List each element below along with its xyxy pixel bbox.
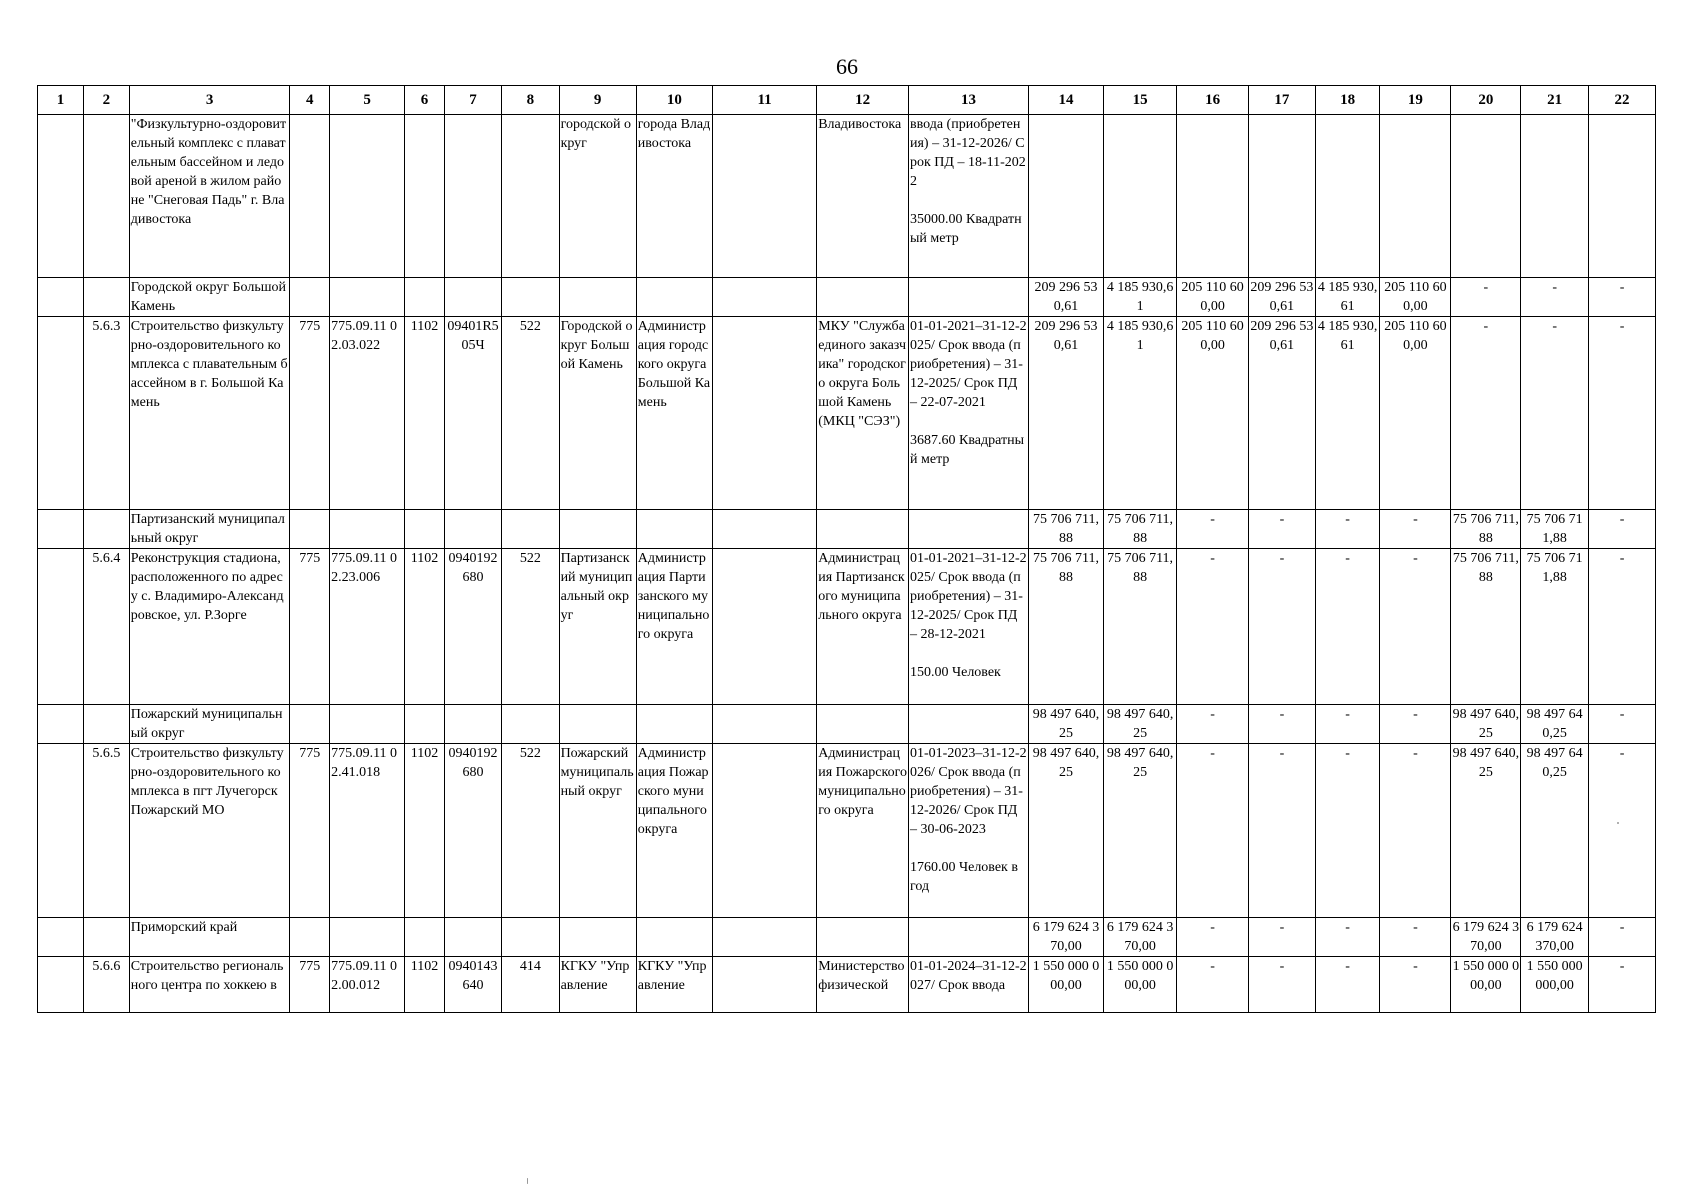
table-cell-col-6: 1102 [405, 957, 445, 1013]
table-cell-col-13: 01-01-2021–31-12-2025/ Срок ввода (приобретения) – 31-12-2025/ Срок ПД – 22-07-2021 3687.60 Квадратный метр [909, 317, 1029, 510]
page-number: 66 [836, 54, 858, 79]
table-cell-col-11 [712, 317, 816, 510]
table-cell-col-17: - [1249, 510, 1316, 549]
table-cell-col-8 [502, 115, 559, 278]
table-cell-col-10 [636, 510, 712, 549]
table-cell-col-19: - [1380, 510, 1451, 549]
table-cell-col-22: - [1589, 744, 1656, 918]
table-cell-col-13: 01-01-2023–31-12-2026/ Срок ввода (приобретения) – 31-12-2026/ Срок ПД – 30-06-2023 1760.00 Человек в год [909, 744, 1029, 918]
table-cell-col-8: 522 [502, 549, 559, 705]
table-row [38, 278, 1656, 317]
budget-table [37, 85, 1656, 1013]
table-cell-col-4: 775 [290, 317, 330, 510]
table-cell-col-3: Реконструкция стадиона, расположенного по адресу с. Владимиро-Александровское, ул. Р.Зорге [129, 549, 290, 705]
table-cell-col-10: Администрация Партизанского муниципального округа [636, 549, 712, 705]
column-header-17: 17 [1249, 86, 1316, 115]
table-cell-col-5: 775.09.11 02.00.012 [330, 957, 405, 1013]
table-cell-col-17 [1249, 115, 1316, 278]
table-cell-col-14: 98 497 640,25 [1028, 744, 1103, 918]
table-cell-col-13 [909, 510, 1029, 549]
table-cell-col-12: Министерство физической [817, 957, 909, 1013]
table-cell-col-3: Строительство регионального центра по хоккею в [129, 957, 290, 1013]
table-cell-col-22: - [1589, 549, 1656, 705]
table-cell-col-19: 205 110 600,00 [1380, 278, 1451, 317]
table-cell-col-16: - [1177, 705, 1249, 744]
table-cell-col-16: - [1177, 549, 1249, 705]
table-cell-col-19: 205 110 600,00 [1380, 317, 1451, 510]
table-cell-col-6: 1102 [405, 549, 445, 705]
table-cell-col-5: 775.09.11 02.41.018 [330, 744, 405, 918]
table-cell-col-14: 75 706 711,88 [1028, 510, 1103, 549]
table-cell-col-9: городской округ [559, 115, 636, 278]
table-cell-col-2 [83, 278, 129, 317]
table-cell-col-22: - [1589, 918, 1656, 957]
table-cell-col-2 [83, 510, 129, 549]
table-cell-col-15: 4 185 930,61 [1104, 317, 1177, 510]
column-header-9: 9 [559, 86, 636, 115]
table-cell-col-13 [909, 705, 1029, 744]
table-cell-col-3: Партизанский муниципальный округ [129, 510, 290, 549]
table-cell-col-16 [1177, 115, 1249, 278]
table-cell-col-9 [559, 705, 636, 744]
table-row [38, 510, 1656, 549]
column-header-18: 18 [1315, 86, 1380, 115]
table-cell-col-9: КГКУ "Управление [559, 957, 636, 1013]
table-cell-col-22: - [1589, 278, 1656, 317]
table-cell-col-11 [712, 549, 816, 705]
table-cell-col-20: - [1451, 317, 1521, 510]
table-cell-col-4: 775 [290, 744, 330, 918]
table-cell-col-22: - [1589, 317, 1656, 510]
table-cell-col-14: 209 296 530,61 [1028, 278, 1103, 317]
table-cell-col-15: 98 497 640,25 [1104, 705, 1177, 744]
table-cell-col-16: - [1177, 510, 1249, 549]
table-cell-col-12 [817, 705, 909, 744]
table-cell-col-19: - [1380, 918, 1451, 957]
table-cell-col-3: Городской округ Большой Камень [129, 278, 290, 317]
table-cell-col-9 [559, 510, 636, 549]
table-row [38, 115, 1656, 278]
table-cell-col-8: 522 [502, 317, 559, 510]
table-cell-col-4: 775 [290, 957, 330, 1013]
table-cell-col-17: - [1249, 918, 1316, 957]
table-cell-col-2 [83, 115, 129, 278]
table-cell-col-4: 775 [290, 549, 330, 705]
table-cell-col-4 [290, 115, 330, 278]
column-header-6: 6 [405, 86, 445, 115]
table-cell-col-11 [712, 278, 816, 317]
table-row [38, 705, 1656, 744]
table-cell-col-2: 5.6.6 [83, 957, 129, 1013]
table-cell-col-17: - [1249, 549, 1316, 705]
table-cell-col-7 [444, 115, 501, 278]
table-cell-col-22: - [1589, 510, 1656, 549]
column-header-4: 4 [290, 86, 330, 115]
table-cell-col-12: МКУ "Служба единого заказчика" городского округа Большой Камень (МКЦ "СЭЗ") [817, 317, 909, 510]
table-cell-col-14: 209 296 530,61 [1028, 317, 1103, 510]
table-cell-col-18: 4 185 930,61 [1315, 278, 1380, 317]
table-cell-col-10: города Владивостока [636, 115, 712, 278]
table-cell-col-9: Городской округ Большой Камень [559, 317, 636, 510]
table-row [38, 957, 1656, 1013]
table-cell-col-2 [83, 918, 129, 957]
table-cell-col-17: - [1249, 744, 1316, 918]
table-cell-col-3: Строительство физкультурно-оздоровительного комплекса с плавательным бассейном в г. Большой Камень [129, 317, 290, 510]
table-cell-col-6 [405, 705, 445, 744]
header-row [38, 86, 1656, 115]
table-cell-col-19: - [1380, 549, 1451, 705]
table-cell-col-19: - [1380, 705, 1451, 744]
table-cell-col-20: 75 706 711,88 [1451, 549, 1521, 705]
table-cell-col-10: Администрация Пожарского муниципального округа [636, 744, 712, 918]
table-cell-col-11 [712, 957, 816, 1013]
table-cell-col-21: 1 550 000 000,00 [1521, 957, 1589, 1013]
table-row [38, 918, 1656, 957]
table-cell-col-20: 1 550 000 000,00 [1451, 957, 1521, 1013]
column-header-20: 20 [1451, 86, 1521, 115]
table-cell-col-18: - [1315, 957, 1380, 1013]
table-cell-col-1 [38, 317, 84, 510]
table-cell-col-7 [444, 278, 501, 317]
table-cell-col-16: - [1177, 744, 1249, 918]
table-cell-col-8: 522 [502, 744, 559, 918]
column-header-14: 14 [1028, 86, 1103, 115]
table-cell-col-14: 1 550 000 000,00 [1028, 957, 1103, 1013]
table-cell-col-9 [559, 918, 636, 957]
table-cell-col-5: 775.09.11 02.03.022 [330, 317, 405, 510]
table-cell-col-16: - [1177, 918, 1249, 957]
table-cell-col-12 [817, 510, 909, 549]
table-cell-col-17: 209 296 530,61 [1249, 317, 1316, 510]
table-cell-col-11 [712, 115, 816, 278]
table-cell-col-1 [38, 705, 84, 744]
table-cell-col-1 [38, 115, 84, 278]
column-header-16: 16 [1177, 86, 1249, 115]
table-cell-col-2: 5.6.3 [83, 317, 129, 510]
table-cell-col-3: "Физкультурно-оздоровительный комплекс с плавательным бассейном и ледовой ареной в жилом районе "Снеговая Падь" г. Владивостока [129, 115, 290, 278]
table-cell-col-7: 0940143640 [444, 957, 501, 1013]
table-cell-col-22 [1589, 115, 1656, 278]
table-cell-col-20: 75 706 711,88 [1451, 510, 1521, 549]
table-cell-col-4 [290, 278, 330, 317]
column-header-1: 1 [38, 86, 84, 115]
table-row [38, 744, 1656, 918]
table-cell-col-15: 75 706 711,88 [1104, 510, 1177, 549]
table-cell-col-16: 205 110 600,00 [1177, 317, 1249, 510]
table-cell-col-12 [817, 918, 909, 957]
table-cell-col-17: 209 296 530,61 [1249, 278, 1316, 317]
table-cell-col-7 [444, 510, 501, 549]
table-cell-col-7: 0940192680 [444, 549, 501, 705]
table-cell-col-7: 0940192680 [444, 744, 501, 918]
table-cell-col-20 [1451, 115, 1521, 278]
column-header-12: 12 [817, 86, 909, 115]
table-cell-col-12: Администрация Партизанского муниципального округа [817, 549, 909, 705]
table-cell-col-8: 414 [502, 957, 559, 1013]
table-row [38, 317, 1656, 510]
table-cell-col-11 [712, 918, 816, 957]
table-cell-col-5 [330, 705, 405, 744]
table-cell-col-12: Владивостока [817, 115, 909, 278]
table-cell-col-9: Пожарский муниципальный округ [559, 744, 636, 918]
table-cell-col-3: Строительство физкультурно-оздоровительного комплекса в пгт Лучегорск Пожарский МО [129, 744, 290, 918]
table-cell-col-18 [1315, 115, 1380, 278]
table-cell-col-5 [330, 278, 405, 317]
table-cell-col-12 [817, 278, 909, 317]
table-cell-col-18: - [1315, 918, 1380, 957]
table-cell-col-6: 1102 [405, 317, 445, 510]
table-cell-col-21: 75 706 711,88 [1521, 510, 1589, 549]
table-cell-col-14: 75 706 711,88 [1028, 549, 1103, 705]
table-cell-col-19: - [1380, 957, 1451, 1013]
table-cell-col-7 [444, 705, 501, 744]
table-cell-col-10: КГКУ "Управление [636, 957, 712, 1013]
table-cell-col-7: 09401R505Ч [444, 317, 501, 510]
table-cell-col-21: 98 497 640,25 [1521, 744, 1589, 918]
table-cell-col-20: 6 179 624 370,00 [1451, 918, 1521, 957]
table-cell-col-1 [38, 918, 84, 957]
table-cell-col-8 [502, 510, 559, 549]
table-cell-col-12: Администрация Пожарского муниципального округа [817, 744, 909, 918]
table-cell-col-6 [405, 115, 445, 278]
table-cell-col-20: - [1451, 278, 1521, 317]
table-cell-col-1 [38, 549, 84, 705]
table-cell-col-21: 98 497 640,25 [1521, 705, 1589, 744]
column-header-10: 10 [636, 86, 712, 115]
scan-speck [1617, 822, 1619, 824]
column-header-22: 22 [1589, 86, 1656, 115]
table-cell-col-2: 5.6.5 [83, 744, 129, 918]
table-cell-col-15: 4 185 930,61 [1104, 278, 1177, 317]
table-cell-col-10 [636, 278, 712, 317]
table-cell-col-18: 4 185 930,61 [1315, 317, 1380, 510]
table-cell-col-3: Пожарский муниципальный округ [129, 705, 290, 744]
table-cell-col-6: 1102 [405, 744, 445, 918]
table-cell-col-21: 6 179 624 370,00 [1521, 918, 1589, 957]
table-cell-col-15: 6 179 624 370,00 [1104, 918, 1177, 957]
table-cell-col-18: - [1315, 549, 1380, 705]
table-cell-col-17: - [1249, 705, 1316, 744]
table-cell-col-14: 6 179 624 370,00 [1028, 918, 1103, 957]
column-header-13: 13 [909, 86, 1029, 115]
table-cell-col-18: - [1315, 510, 1380, 549]
table-cell-col-19: - [1380, 744, 1451, 918]
table-cell-col-9 [559, 278, 636, 317]
table-cell-col-18: - [1315, 705, 1380, 744]
table-cell-col-10 [636, 705, 712, 744]
table-cell-col-8 [502, 705, 559, 744]
table-cell-col-7 [444, 918, 501, 957]
table-cell-col-16: 205 110 600,00 [1177, 278, 1249, 317]
table-cell-col-3: Приморский край [129, 918, 290, 957]
table-cell-col-13 [909, 278, 1029, 317]
table-cell-col-20: 98 497 640,25 [1451, 744, 1521, 918]
table-cell-col-22: - [1589, 705, 1656, 744]
table-cell-col-1 [38, 744, 84, 918]
column-header-8: 8 [502, 86, 559, 115]
table-cell-col-16: - [1177, 957, 1249, 1013]
table-cell-col-4 [290, 705, 330, 744]
scan-speck [527, 1178, 528, 1184]
table-cell-col-13 [909, 918, 1029, 957]
table-cell-col-18: - [1315, 744, 1380, 918]
table-cell-col-15: 98 497 640,25 [1104, 744, 1177, 918]
table-cell-col-14: 98 497 640,25 [1028, 705, 1103, 744]
table-cell-col-10: Администрация городского округа Большой Камень [636, 317, 712, 510]
table-cell-col-21: - [1521, 278, 1589, 317]
table-cell-col-21: - [1521, 317, 1589, 510]
table-cell-col-4 [290, 510, 330, 549]
column-header-7: 7 [444, 86, 501, 115]
column-header-3: 3 [129, 86, 290, 115]
table-cell-col-9: Партизанский муниципальный округ [559, 549, 636, 705]
table-cell-col-15 [1104, 115, 1177, 278]
table-cell-col-6 [405, 510, 445, 549]
table-cell-col-21: 75 706 711,88 [1521, 549, 1589, 705]
table-cell-col-10 [636, 918, 712, 957]
table-cell-col-1 [38, 510, 84, 549]
table-cell-col-11 [712, 705, 816, 744]
table-cell-col-8 [502, 918, 559, 957]
table-row [38, 549, 1656, 705]
table-cell-col-8 [502, 278, 559, 317]
column-header-15: 15 [1104, 86, 1177, 115]
table-cell-col-22: - [1589, 957, 1656, 1013]
table-cell-col-17: - [1249, 957, 1316, 1013]
table-cell-col-5 [330, 918, 405, 957]
table-cell-col-5 [330, 510, 405, 549]
table-cell-col-13: 01-01-2021–31-12-2025/ Срок ввода (приобретения) – 31-12-2025/ Срок ПД – 28-12-2021 150.00 Человек [909, 549, 1029, 705]
column-header-5: 5 [330, 86, 405, 115]
table-cell-col-5 [330, 115, 405, 278]
table-cell-col-1 [38, 278, 84, 317]
column-header-21: 21 [1521, 86, 1589, 115]
table-cell-col-6 [405, 918, 445, 957]
table-cell-col-11 [712, 510, 816, 549]
table-cell-col-13: ввода (приобретения) – 31-12-2026/ Срок ПД – 18-11-2022 35000.00 Квадратный метр [909, 115, 1029, 278]
table-cell-col-13: 01-01-2024–31-12-2027/ Срок ввода [909, 957, 1029, 1013]
table-cell-col-1 [38, 957, 84, 1013]
table-cell-col-20: 98 497 640,25 [1451, 705, 1521, 744]
table-cell-col-14 [1028, 115, 1103, 278]
table-cell-col-2 [83, 705, 129, 744]
table-cell-col-21 [1521, 115, 1589, 278]
table-cell-col-15: 1 550 000 000,00 [1104, 957, 1177, 1013]
table-cell-col-5: 775.09.11 02.23.006 [330, 549, 405, 705]
table-cell-col-11 [712, 744, 816, 918]
table-cell-col-19 [1380, 115, 1451, 278]
column-header-2: 2 [83, 86, 129, 115]
table-cell-col-15: 75 706 711,88 [1104, 549, 1177, 705]
column-header-11: 11 [712, 86, 816, 115]
table-cell-col-2: 5.6.4 [83, 549, 129, 705]
column-header-19: 19 [1380, 86, 1451, 115]
table-cell-col-4 [290, 918, 330, 957]
table-cell-col-6 [405, 278, 445, 317]
